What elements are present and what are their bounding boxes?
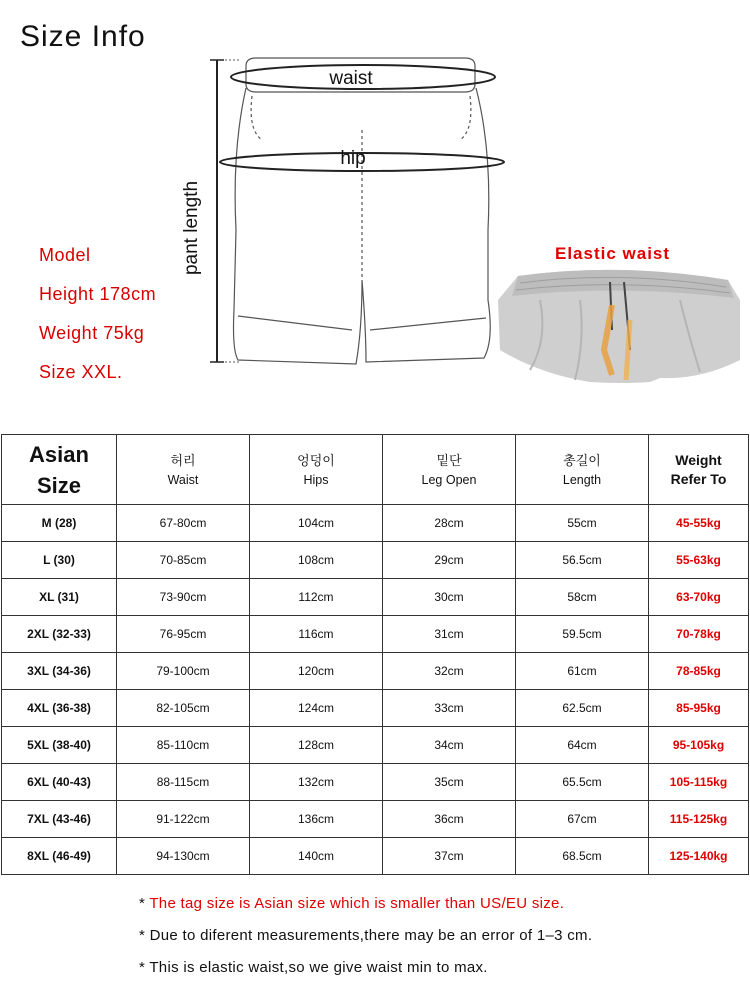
- header-hips: [250, 435, 383, 505]
- cell-weight: 45-55kg: [649, 505, 749, 542]
- cell-leg: 31cm: [383, 616, 516, 653]
- header-waist-en: Waist: [167, 472, 199, 487]
- header-asian-size: [2, 435, 117, 505]
- header-weight: [649, 435, 749, 505]
- model-info: [39, 236, 156, 392]
- cell-weight: 115-125kg: [649, 801, 749, 838]
- cell-hips: 140cm: [250, 838, 383, 875]
- cell-size: M (28): [2, 505, 117, 542]
- cell-hips: 124cm: [250, 690, 383, 727]
- waist-label: waist: [329, 68, 373, 89]
- cell-size: 6XL (40-43): [2, 764, 117, 801]
- cell-hips: 104cm: [250, 505, 383, 542]
- cell-leg: 37cm: [383, 838, 516, 875]
- table-row: [2, 653, 749, 690]
- cell-length: 61cm: [516, 653, 649, 690]
- cell-weight: 55-63kg: [649, 542, 749, 579]
- cell-leg: 32cm: [383, 653, 516, 690]
- cell-hips: 112cm: [250, 579, 383, 616]
- cell-length: 59.5cm: [516, 616, 649, 653]
- size-table-body: [2, 505, 749, 875]
- cell-size: 8XL (46-49): [2, 838, 117, 875]
- elastic-waist-photo: [498, 270, 740, 383]
- note-3: [139, 957, 592, 989]
- note-1-star: *: [139, 895, 146, 912]
- cell-size: 4XL (36-38): [2, 690, 117, 727]
- cell-size: 7XL (43-46): [2, 801, 117, 838]
- cell-waist: 70-85cm: [117, 542, 250, 579]
- cell-leg: 29cm: [383, 542, 516, 579]
- cell-leg: 36cm: [383, 801, 516, 838]
- cell-size: L (30): [2, 542, 117, 579]
- shorts-outline: [234, 58, 491, 364]
- cell-hips: 136cm: [250, 801, 383, 838]
- header-length-en: Length: [562, 472, 602, 487]
- note-3-star: *: [139, 959, 146, 976]
- cell-weight: 105-115kg: [649, 764, 749, 801]
- header-size-line2: Size: [36, 472, 82, 498]
- table-header-row: [2, 435, 749, 505]
- notes: [139, 893, 592, 989]
- cell-hips: 120cm: [250, 653, 383, 690]
- note-3-text: This is elastic waist,so we give waist min to max.: [149, 959, 488, 976]
- table-row: [2, 801, 749, 838]
- page-title: Size Info: [20, 20, 146, 53]
- pant-length-label: pant length: [181, 180, 202, 276]
- cell-waist: 82-105cm: [117, 690, 250, 727]
- table-row: [2, 764, 749, 801]
- cell-length: 55cm: [516, 505, 649, 542]
- header-length: [516, 435, 649, 505]
- cell-hips: 108cm: [250, 542, 383, 579]
- note-1-text: The tag size is Asian size which is smaller than US/EU size.: [149, 895, 565, 912]
- cell-weight: 63-70kg: [649, 579, 749, 616]
- cell-leg: 34cm: [383, 727, 516, 764]
- cell-leg: 30cm: [383, 579, 516, 616]
- header-leg-open: [383, 435, 516, 505]
- cell-hips: 116cm: [250, 616, 383, 653]
- cell-weight: 95-105kg: [649, 727, 749, 764]
- model-height: Height 178cm: [39, 284, 157, 304]
- header-leg-en: Leg Open: [421, 472, 477, 487]
- cell-waist: 73-90cm: [117, 579, 250, 616]
- cell-size: 5XL (38-40): [2, 727, 117, 764]
- cell-length: 65.5cm: [516, 764, 649, 801]
- cell-waist: 88-115cm: [117, 764, 250, 801]
- model-weight: Weight 75kg: [39, 323, 145, 343]
- cell-waist: 76-95cm: [117, 616, 250, 653]
- elastic-waist-label: Elastic waist: [555, 244, 671, 263]
- header-length-ko: 총길이: [563, 452, 601, 468]
- cell-waist: 67-80cm: [117, 505, 250, 542]
- cell-leg: 33cm: [383, 690, 516, 727]
- cell-weight: 85-95kg: [649, 690, 749, 727]
- model-size: Size XXL.: [39, 362, 123, 382]
- model-label: Model: [39, 245, 91, 265]
- header-weight-line2: Refer To: [670, 470, 727, 487]
- table-row: [2, 616, 749, 653]
- cell-hips: 128cm: [250, 727, 383, 764]
- cell-length: 58cm: [516, 579, 649, 616]
- table-row: [2, 727, 749, 764]
- cell-size: 2XL (32-33): [2, 616, 117, 653]
- table-row: [2, 505, 749, 542]
- cell-waist: 94-130cm: [117, 838, 250, 875]
- cell-size: 3XL (34-36): [2, 653, 117, 690]
- table-row: [2, 542, 749, 579]
- table-row: [2, 838, 749, 875]
- cell-size: XL (31): [2, 579, 117, 616]
- header-weight-line1: Weight: [675, 451, 722, 468]
- cell-length: 62.5cm: [516, 690, 649, 727]
- table-row: [2, 579, 749, 616]
- cell-weight: 125-140kg: [649, 838, 749, 875]
- cell-length: 56.5cm: [516, 542, 649, 579]
- cell-waist: 79-100cm: [117, 653, 250, 690]
- header-leg-ko: 밑단: [436, 452, 462, 468]
- header-hips-en: Hips: [303, 472, 329, 487]
- hip-label: hip: [340, 148, 366, 169]
- note-2: [139, 925, 592, 957]
- note-2-star: *: [139, 927, 146, 944]
- cell-length: 67cm: [516, 801, 649, 838]
- size-table: [1, 434, 749, 875]
- cell-length: 64cm: [516, 727, 649, 764]
- cell-weight: 78-85kg: [649, 653, 749, 690]
- table-row: [2, 690, 749, 727]
- header-waist: [117, 435, 250, 505]
- header-hips-ko: 엉덩이: [297, 452, 335, 468]
- cell-length: 68.5cm: [516, 838, 649, 875]
- header-waist-ko: 허리: [170, 452, 196, 468]
- header-size-line1: Asian: [29, 441, 89, 467]
- cell-waist: 85-110cm: [117, 727, 250, 764]
- cell-weight: 70-78kg: [649, 616, 749, 653]
- note-2-text: Due to diferent measurements,there may be an error of 1–3 cm.: [149, 927, 593, 944]
- note-1: [139, 893, 592, 925]
- cell-leg: 28cm: [383, 505, 516, 542]
- cell-hips: 132cm: [250, 764, 383, 801]
- cell-waist: 91-122cm: [117, 801, 250, 838]
- cell-leg: 35cm: [383, 764, 516, 801]
